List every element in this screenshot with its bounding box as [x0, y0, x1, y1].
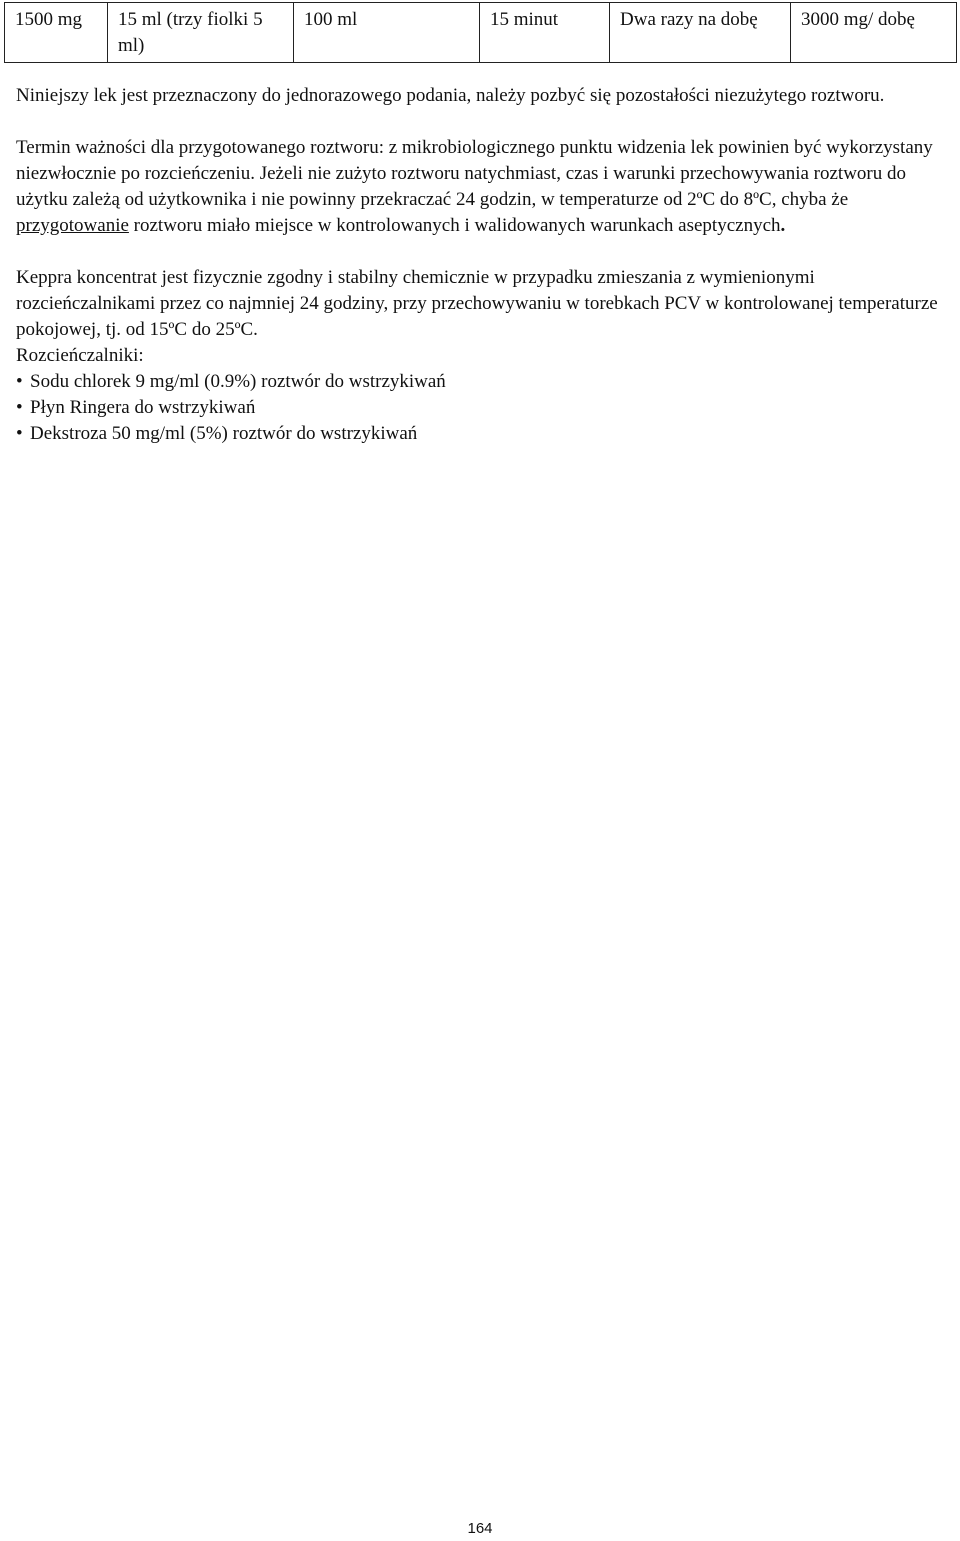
shelf-life-period: .: [780, 215, 786, 236]
shelf-life-underlined-word: przygotowanie: [16, 215, 129, 236]
table-cell-volume-concentrate: 15 ml (trzy fiolki 5 ml): [108, 3, 294, 63]
list-item: [16, 395, 946, 421]
list-item: [16, 421, 946, 447]
bullet-icon: •: [16, 371, 23, 392]
document-body: [16, 83, 946, 447]
bullet-icon: •: [16, 423, 23, 444]
paragraph-single-use: Niniejszy lek jest przeznaczony do jednorazowego podania, należy pozbyć się pozostałości niezużytego roztworu.: [16, 85, 885, 106]
diluents-heading: Rozcieńczalniki:: [16, 345, 144, 366]
table-cell-infusion-time: 15 minut: [480, 3, 610, 63]
table-cell-daily-dose: 3000 mg/ dobę: [791, 3, 957, 63]
page-number: 164: [467, 1520, 493, 1537]
table-cell-frequency: Dwa razy na dobę: [610, 3, 791, 63]
table-cell-volume-diluent: 100 ml: [294, 3, 480, 63]
table-cell-dose: 1500 mg: [5, 3, 108, 63]
paragraph-shelf-life: [16, 135, 946, 239]
paragraph-compatibility: Keppra koncentrat jest fizycznie zgodny i stabilny chemicznie w przypadku zmieszania z wymienionymi rozcieńczalnikami przez co najmniej 24 godziny, przy przechowywaniu w torebkach PCV w kontrolowanej temperaturze pokojowej, tj. od 15ºC do 25ºC.: [16, 267, 938, 340]
diluent-item-text: Sodu chlorek 9 mg/ml (0.9%) roztwór do wstrzykiwań: [30, 371, 446, 392]
table-row: [5, 3, 957, 63]
dosage-table-container: [4, 2, 956, 63]
list-item: [16, 369, 946, 395]
diluent-item-text: Płyn Ringera do wstrzykiwań: [30, 397, 256, 418]
bullet-icon: •: [16, 397, 23, 418]
shelf-life-text-2: roztworu miało miejsce w kontrolowanych i walidowanych warunkach aseptycznych: [128, 215, 781, 236]
shelf-life-text-1: Termin ważności dla przygotowanego roztworu: z mikrobiologicznego punktu widzenia lek powinien być wykorzystany niezwłocznie po rozcieńczeniu. Jeżeli nie zużyto roztworu natychmiast, czas i warunki przechowywania roztworu do użytku zależą od użytkownika i nie powinny przekraczać 24 godzin, w temperaturze od 2ºC do 8ºC, chyba że: [16, 137, 933, 210]
diluent-item-text: Dekstroza 50 mg/ml (5%) roztwór do wstrzykiwań: [30, 423, 418, 444]
diluents-list: [16, 369, 946, 447]
dosage-table: [4, 2, 957, 63]
